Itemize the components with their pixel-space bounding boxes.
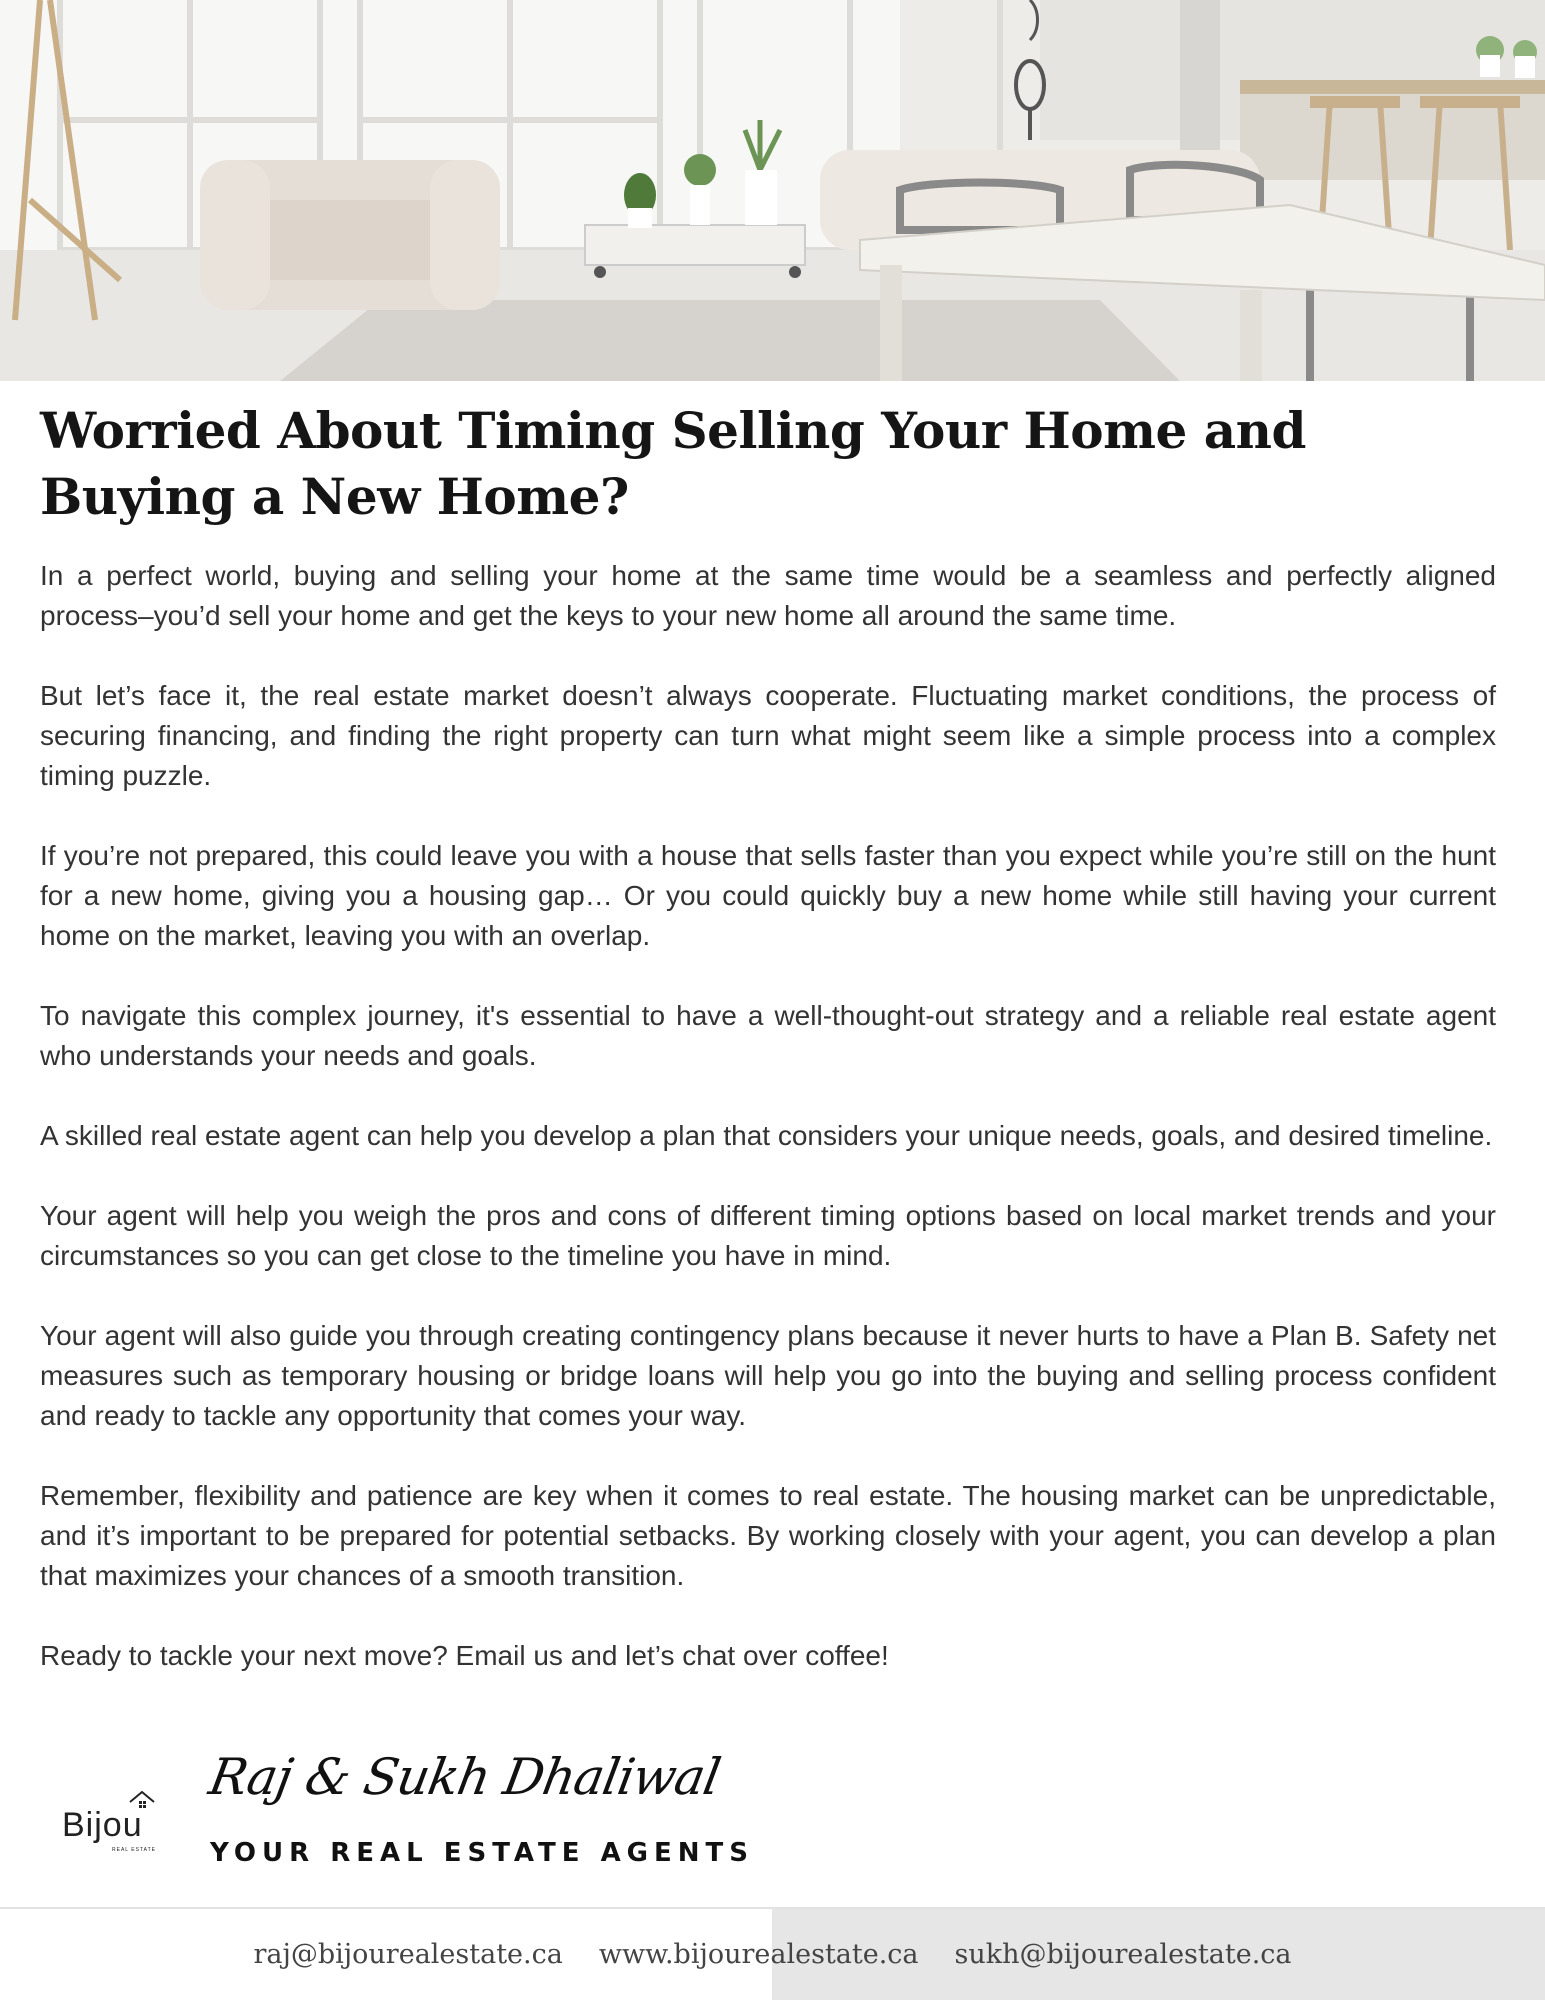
logo-wordmark: Bijou xyxy=(62,1806,143,1844)
agent-title: YOUR REAL ESTATE AGENTS xyxy=(210,1838,755,1868)
article-body xyxy=(40,556,1496,1716)
living-room-illustration xyxy=(0,0,1545,381)
article-headline: Worried About Timing Selling Your Home and Buying a New Home? xyxy=(40,401,1306,526)
paragraph: In a perfect world, buying and selling your home at the same time would be a seamless and perfectly aligned process–you’d sell your home and get the keys to your new home all around the same time. xyxy=(40,560,1496,631)
paragraph: Your agent will help you weigh the pros and cons of different timing options based on local market trends and your circumstances so you can get close to the timeline you have in mind. xyxy=(40,1200,1496,1271)
hero-image xyxy=(0,0,1545,381)
agent-signature: Raj & Sukh Dhaliwal xyxy=(204,1748,725,1806)
paragraph: A skilled real estate agent can help you develop a plan that considers your unique needs, goals, and desired timeline. xyxy=(40,1120,1493,1151)
email-link-sukh[interactable]: sukh@bijourealestate.ca xyxy=(954,1939,1292,1970)
call-to-action: Ready to tackle your next move? Email us and let’s chat over coffee! xyxy=(40,1640,889,1671)
paragraph: But let’s face it, the real estate market doesn’t always cooperate. Fluctuating market conditions, the process of securing financing, and finding the right property can turn what might seem like a simple process into a complex timing puzzle. xyxy=(40,680,1496,791)
website-link[interactable]: www.bijourealestate.ca xyxy=(598,1939,919,1970)
paragraph: Remember, flexibility and patience are key when it comes to real estate. The housing market can be unpredictable, and it’s important to be prepared for potential setbacks. By working closely with your agent, you can develop a plan that maximizes your chances of a smooth transition. xyxy=(40,1480,1496,1591)
paragraph: Your agent will also guide you through creating contingency plans because it never hurts to have a Plan B. Safety net measures such as temporary housing or bridge loans will help you go into the buying and selling process confident and ready to tackle any opportunity that comes your way. xyxy=(40,1320,1496,1431)
paragraph: To navigate this complex journey, it's essential to have a well-thought-out strategy and a reliable real estate agent who understands your needs and goals. xyxy=(40,1000,1496,1071)
logo-subtext: REAL ESTATE xyxy=(112,1847,156,1853)
paragraph: If you’re not prepared, this could leave you with a house that sells faster than you expect while you’re still on the hunt for a new home, giving you a housing gap… Or you could quickly buy a new home while still having your current home on the market, leaving you with an overlap. xyxy=(40,840,1496,951)
footer-contact xyxy=(0,1909,1545,2000)
email-link-raj[interactable]: raj@bijourealestate.ca xyxy=(253,1939,563,1970)
bijou-logo xyxy=(58,1790,168,1860)
